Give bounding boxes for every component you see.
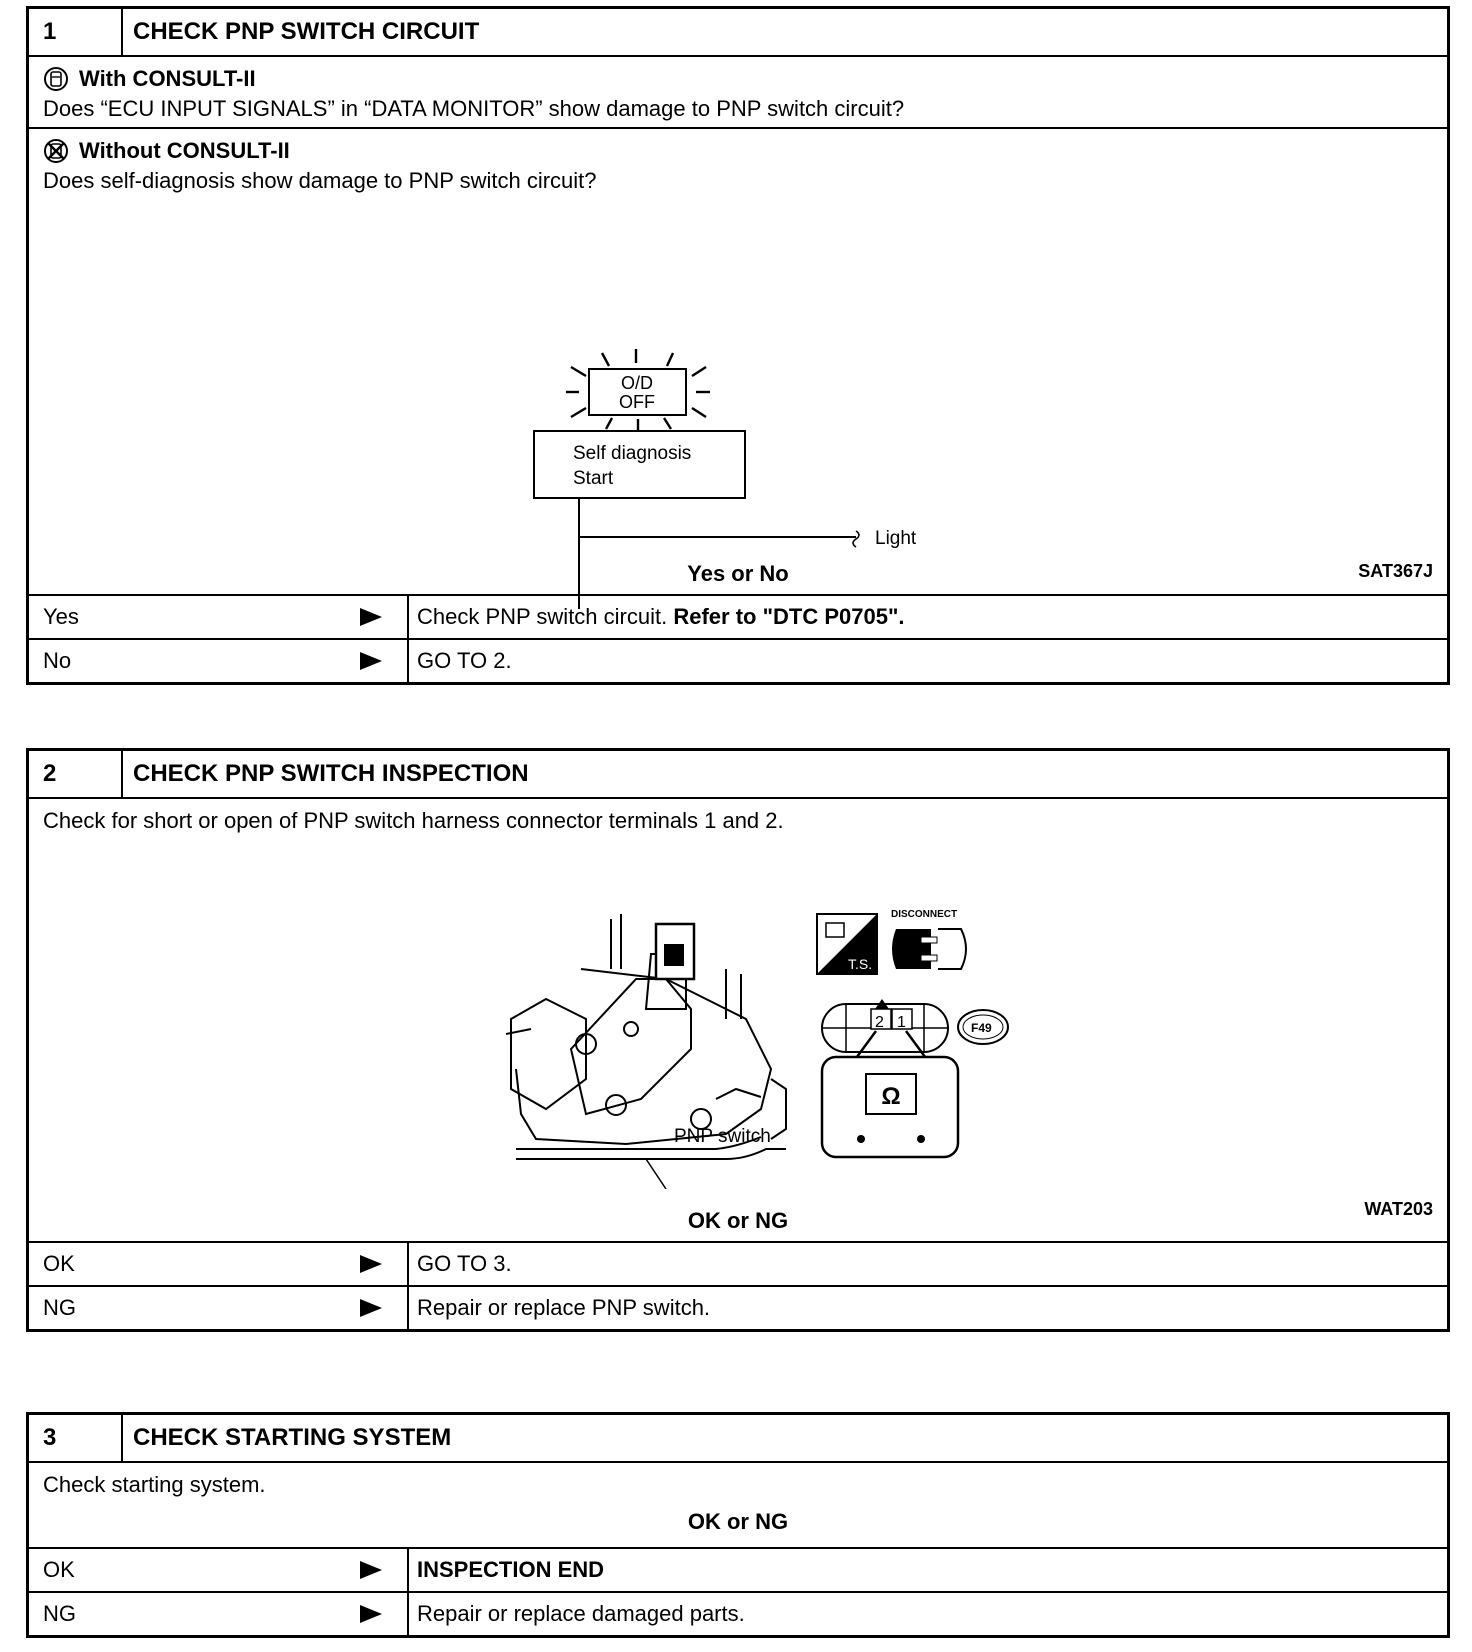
step-1-answer-yes [29, 594, 1447, 638]
answer-label: No [43, 648, 72, 673]
answer-label: NG [43, 1601, 76, 1626]
step-2-header [29, 751, 1447, 797]
answer-label: Yes [43, 604, 79, 629]
step-2-question: OK or NG [687, 1208, 789, 1233]
ohm-symbol: Ω [881, 1083, 901, 1110]
arrow-right-icon [335, 596, 407, 638]
arrow-right-icon [335, 640, 407, 682]
terminal-1: 1 [897, 1014, 906, 1031]
step-2-text: Check for short or open of PNP switch harness connector terminals 1 and 2. [43, 808, 784, 833]
step-2-block [26, 748, 1450, 1332]
arrow-right-icon [335, 1243, 407, 1285]
with-consult-label: With CONSULT-II [79, 66, 256, 91]
step-2-number: 2 [29, 751, 123, 797]
without-consult-label: Without CONSULT-II [79, 138, 290, 163]
lamp-line2: OFF [619, 392, 655, 412]
step-2-answer-ng [29, 1285, 1447, 1329]
answer-result: GO TO 2. [417, 648, 512, 673]
step-3-text: Check starting system. [43, 1472, 266, 1497]
without-consult-section [29, 127, 1447, 594]
self-diagnosis-diagram [26, 209, 1450, 609]
connector-number: F49 [971, 1021, 992, 1035]
arrow-right-icon [335, 1593, 407, 1635]
step-2-content [29, 797, 1447, 1241]
with-consult-section [29, 55, 1447, 127]
answer-result: Check PNP switch circuit. [417, 604, 668, 629]
figure-code-sat367j: SAT367J [1358, 561, 1433, 581]
step-3-question: OK or NG [687, 1509, 789, 1534]
step-1-number: 1 [29, 9, 123, 55]
box-line2: Start [573, 468, 614, 489]
answer-result: Repair or replace damaged parts. [417, 1601, 745, 1626]
step-3-block [26, 1412, 1450, 1638]
without-consult-text: Does self-diagnosis show damage to PNP switch circuit? [43, 168, 597, 193]
step-2-answer-ok [29, 1241, 1447, 1285]
consult-icon [43, 66, 69, 92]
lamp-line1: O/D [620, 373, 654, 393]
figure-code-wat203: WAT203 [1364, 1199, 1433, 1219]
step-1-block [26, 6, 1450, 685]
arrow-right-icon [335, 1549, 407, 1591]
answer-label: OK [43, 1251, 75, 1276]
step-3-answer-ng [29, 1591, 1447, 1635]
answer-result-ref: Refer to "DTC P0705". [673, 604, 905, 629]
arrow-right-icon [335, 1287, 407, 1329]
step-1-question: Yes or No [687, 561, 789, 586]
with-consult-text: Does “ECU INPUT SIGNALS” in “DATA MONITOR” show damage to PNP switch circuit? [43, 96, 905, 121]
pnp-switch-label: PNP switch [674, 1126, 771, 1147]
terminal-2: 2 [875, 1014, 884, 1031]
disconnect-label: DISCONNECT [891, 909, 958, 920]
step-3-header [29, 1415, 1447, 1461]
step-3-title: CHECK STARTING SYSTEM [133, 1424, 452, 1451]
answer-result: GO TO 3. [417, 1251, 512, 1276]
answer-label: OK [43, 1557, 75, 1582]
answer-result: Repair or replace PNP switch. [417, 1295, 711, 1320]
answer-label: NG [43, 1295, 76, 1320]
step-1-header [29, 9, 1447, 55]
step-3-content [29, 1461, 1447, 1547]
answer-result: INSPECTION END [417, 1557, 605, 1582]
step-3-number: 3 [29, 1415, 123, 1461]
light-label: Light [875, 528, 917, 549]
disconnect-icon [892, 929, 966, 969]
step-1-answer-no [29, 638, 1447, 682]
step-1-title: CHECK PNP SWITCH CIRCUIT [133, 18, 480, 45]
pnp-switch-diagram [26, 859, 1450, 1189]
self-diagnosis-box [534, 431, 745, 498]
step-3-answer-ok [29, 1547, 1447, 1591]
box-line1: Self diagnosis [573, 443, 692, 464]
step-2-title: CHECK PNP SWITCH INSPECTION [133, 760, 529, 787]
no-consult-icon [43, 138, 69, 164]
ts-label: T.S. [848, 956, 873, 972]
